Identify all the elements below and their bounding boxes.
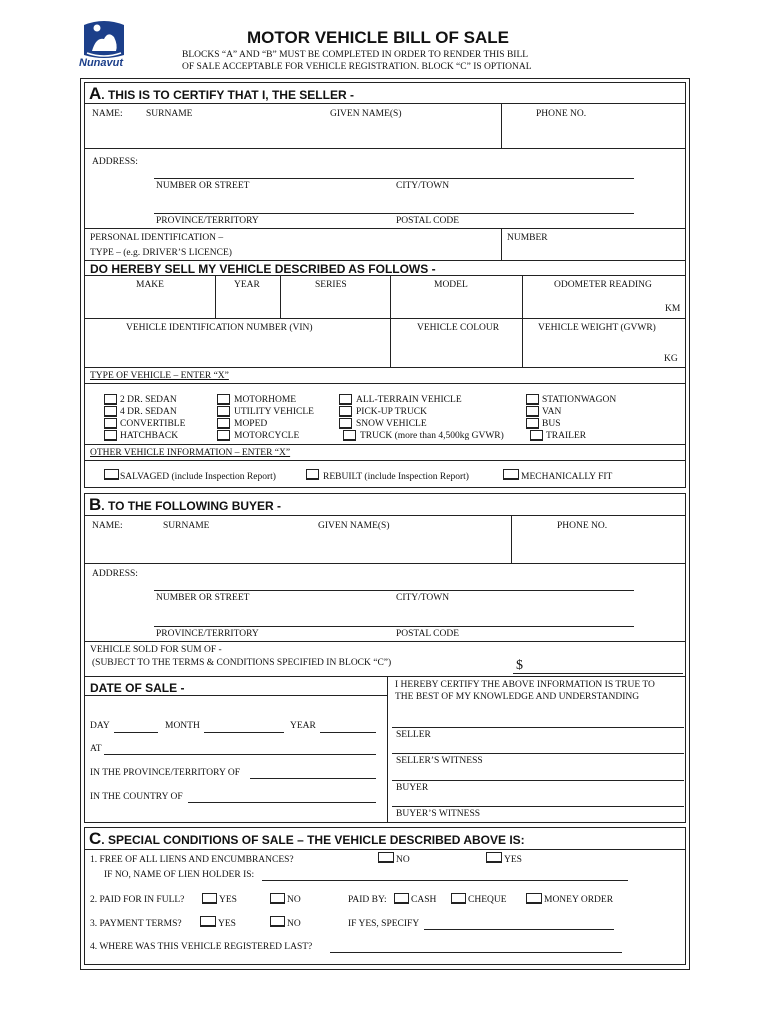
option-label: TRAILER xyxy=(546,431,587,441)
checkbox-atv[interactable] xyxy=(339,394,352,405)
certify-line-1: I HEREBY CERTIFY THE ABOVE INFORMATION IS TRUE TO xyxy=(395,680,655,690)
checkbox-q3-yes[interactable] xyxy=(200,916,216,927)
checkbox-truck[interactable] xyxy=(343,430,356,441)
month-field[interactable] xyxy=(204,732,284,733)
seller-witness-label: SELLER’S WITNESS xyxy=(396,756,483,766)
checkbox-utility-vehicle[interactable] xyxy=(217,406,230,417)
other-info-label: OTHER VEHICLE INFORMATION – ENTER “X” xyxy=(90,448,291,458)
block-b-heading: B. TO THE FOLLOWING BUYER - xyxy=(89,495,282,514)
month-label: MONTH xyxy=(165,721,200,731)
buyer-phone-label: PHONE NO. xyxy=(557,521,608,531)
registered-last-field[interactable] xyxy=(330,952,622,953)
buyer-province-label: PROVINCE/TERRITORY xyxy=(156,629,259,639)
km-label: KM xyxy=(665,304,681,314)
series-label: SERIES xyxy=(315,280,347,290)
checkbox-q3-no[interactable] xyxy=(270,916,285,927)
weight-label: VEHICLE WEIGHT (GVWR) xyxy=(538,323,656,333)
seller-postal-label: POSTAL CODE xyxy=(396,216,460,226)
buyer-surname-label: SURNAME xyxy=(163,521,210,531)
q3-label: 3. PAYMENT TERMS? xyxy=(90,919,182,929)
seller-street-label: NUMBER OR STREET xyxy=(156,181,250,191)
checkbox-q1-no[interactable] xyxy=(378,852,394,863)
subtitle-line-1: BLOCKS “A” AND “B” MUST BE COMPLETED IN ORDER TO RENDER THIS BILL xyxy=(182,50,529,60)
checkbox-stationwagon[interactable] xyxy=(526,394,539,405)
checkbox-pickup-truck[interactable] xyxy=(339,406,352,417)
buyer-name-label: NAME: xyxy=(92,521,123,531)
q2-label: 2. PAID FOR IN FULL? xyxy=(90,895,185,905)
option-label: VAN xyxy=(542,407,562,417)
make-label: MAKE xyxy=(136,280,164,290)
buyer-signature-line[interactable] xyxy=(392,780,684,781)
checkbox-money-order[interactable] xyxy=(526,893,542,904)
model-label: MODEL xyxy=(434,280,468,290)
vin-label: VEHICLE IDENTIFICATION NUMBER (VIN) xyxy=(126,323,313,333)
day-label: DAY xyxy=(90,721,110,731)
block-c-heading: C. SPECIAL CONDITIONS OF SALE – THE VEHICLE DESCRIBED ABOVE IS: xyxy=(89,829,525,848)
date-of-sale-heading: DATE OF SALE - xyxy=(90,681,185,695)
buyer-city-label: CITY/TOWN xyxy=(396,593,450,603)
checkbox-van[interactable] xyxy=(526,406,539,417)
seller-province-label: PROVINCE/TERRITORY xyxy=(156,216,259,226)
checkbox-snow-vehicle[interactable] xyxy=(339,418,352,429)
country-of-field[interactable] xyxy=(188,802,376,803)
colour-label: VEHICLE COLOUR xyxy=(417,323,500,333)
q3-no-label: NO xyxy=(287,919,301,929)
checkbox-cheque[interactable] xyxy=(451,893,466,904)
buyer-street-city-line[interactable] xyxy=(154,590,634,591)
paid-by-label: PAID BY: xyxy=(348,895,387,905)
option-label: CONVERTIBLE xyxy=(120,419,186,429)
buyer-street-label: NUMBER OR STREET xyxy=(156,593,250,603)
dollar-sign: $ xyxy=(516,658,523,673)
checkbox-moped[interactable] xyxy=(217,418,230,429)
vehicle-type-label: TYPE OF VEHICLE – ENTER “X” xyxy=(90,371,229,381)
money-order-label: MONEY ORDER xyxy=(544,895,614,905)
checkbox-bus[interactable] xyxy=(526,418,539,429)
seller-surname-label: SURNAME xyxy=(146,109,193,119)
buyer-witness-line[interactable] xyxy=(392,806,684,807)
seller-witness-line[interactable] xyxy=(392,753,684,754)
checkbox-q2-no[interactable] xyxy=(270,893,285,904)
seller-given-label: GIVEN NAME(S) xyxy=(330,109,402,119)
province-of-label: IN THE PROVINCE/TERRITORY OF xyxy=(90,768,240,778)
province-of-field[interactable] xyxy=(250,778,376,779)
option-label: BUS xyxy=(542,419,561,429)
buyer-postal-label: POSTAL CODE xyxy=(396,629,460,639)
buyer-address-label: ADDRESS: xyxy=(92,569,138,579)
sold-subject-label: (SUBJECT TO THE TERMS & CONDITIONS SPECIFIED IN BLOCK “C”) xyxy=(92,658,392,668)
checkbox-hatchback[interactable] xyxy=(104,430,117,441)
option-label: REBUILT (include Inspection Report) xyxy=(323,472,469,482)
sale-price-line[interactable] xyxy=(513,673,683,674)
at-label: AT xyxy=(90,744,102,754)
option-label: UTILITY VEHICLE xyxy=(234,407,314,417)
checkbox-2dr-sedan[interactable] xyxy=(104,394,117,405)
option-label: 2 DR. SEDAN xyxy=(120,395,177,405)
checkbox-q1-yes[interactable] xyxy=(486,852,502,863)
buyer-witness-label: BUYER’S WITNESS xyxy=(396,809,481,819)
option-label: MECHANICALLY FIT xyxy=(521,472,613,482)
at-field[interactable] xyxy=(104,754,376,755)
seller-city-label: CITY/TOWN xyxy=(396,181,450,191)
seller-phone-field[interactable] xyxy=(505,122,680,144)
seller-signature-line[interactable] xyxy=(392,727,684,728)
nunavut-logo xyxy=(78,15,130,73)
buyer-signature-label: BUYER xyxy=(396,783,429,793)
option-label: PICK-UP TRUCK xyxy=(356,407,427,417)
buyer-name-field[interactable] xyxy=(90,534,505,558)
q2-no-label: NO xyxy=(287,895,301,905)
q1-no-label: NO xyxy=(396,855,410,865)
buyer-given-label: GIVEN NAME(S) xyxy=(318,521,390,531)
checkbox-motorhome[interactable] xyxy=(217,394,230,405)
seller-pid-number-label: NUMBER xyxy=(507,233,548,243)
option-label: STATIONWAGON xyxy=(542,395,617,405)
specify-label: IF YES, SPECIFY xyxy=(348,919,420,929)
lien-holder-label: IF NO, NAME OF LIEN HOLDER IS: xyxy=(104,870,255,880)
seller-name-field[interactable] xyxy=(90,122,495,144)
country-of-label: IN THE COUNTRY OF xyxy=(90,792,183,802)
sell-vehicle-heading: DO HEREBY SELL MY VEHICLE DESCRIBED AS FOLLOWS - xyxy=(90,262,436,276)
q3-yes-label: YES xyxy=(218,919,236,929)
seller-province-postal-line[interactable] xyxy=(154,213,634,214)
q1-label: 1. FREE OF ALL LIENS AND ENCUMBRANCES? xyxy=(90,855,294,865)
odometer-label: ODOMETER READING xyxy=(554,280,652,290)
option-label: MOTORHOME xyxy=(234,395,297,405)
cheque-label: CHEQUE xyxy=(468,895,507,905)
sold-for-label: VEHICLE SOLD FOR SUM OF - xyxy=(90,645,222,655)
page-title: MOTOR VEHICLE BILL OF SALE xyxy=(247,28,509,47)
option-label: MOPED xyxy=(234,419,268,429)
year-label: YEAR xyxy=(234,280,260,290)
checkbox-mechanically-fit[interactable] xyxy=(503,469,519,480)
year-field[interactable] xyxy=(320,732,376,733)
cash-label: CASH xyxy=(411,895,437,905)
buyer-phone-field[interactable] xyxy=(515,534,680,558)
seller-street-city-line[interactable] xyxy=(154,178,634,179)
q4-label: 4. WHERE WAS THIS VEHICLE REGISTERED LAST? xyxy=(90,942,313,952)
lien-holder-field[interactable] xyxy=(262,880,628,881)
year-label-date: YEAR xyxy=(290,721,316,731)
checkbox-q2-yes[interactable] xyxy=(202,893,217,904)
option-label: ALL-TERRAIN VEHICLE xyxy=(356,395,462,405)
specify-field[interactable] xyxy=(424,929,614,930)
option-label: SNOW VEHICLE xyxy=(356,419,427,429)
seller-pid-label: PERSONAL IDENTIFICATION – xyxy=(90,233,224,243)
buyer-province-postal-line[interactable] xyxy=(154,626,634,627)
option-label: MOTORCYCLE xyxy=(234,431,300,441)
seller-signature-label: SELLER xyxy=(396,730,431,740)
kg-label: KG xyxy=(664,354,678,364)
checkbox-motorcycle[interactable] xyxy=(217,430,230,441)
q1-yes-label: YES xyxy=(504,855,522,865)
checkbox-convertible[interactable] xyxy=(104,418,117,429)
seller-address-label: ADDRESS: xyxy=(92,157,138,167)
checkbox-cash[interactable] xyxy=(394,893,409,904)
option-label: SALVAGED (include Inspection Report) xyxy=(120,472,276,482)
checkbox-rebuilt[interactable] xyxy=(306,469,319,480)
option-label: TRUCK (more than 4,500kg GVWR) xyxy=(360,431,504,441)
seller-pid-type-label: TYPE – (e.g. DRIVER’S LICENCE) xyxy=(90,248,232,258)
checkbox-4dr-sedan[interactable] xyxy=(104,406,117,417)
block-a-heading: A. THIS IS TO CERTIFY THAT I, THE SELLER - xyxy=(89,84,354,103)
option-label: 4 DR. SEDAN xyxy=(120,407,177,417)
checkbox-salvaged[interactable] xyxy=(104,469,119,480)
certify-line-2: THE BEST OF MY KNOWLEDGE AND UNDERSTANDING xyxy=(395,692,640,702)
checkbox-trailer[interactable] xyxy=(530,430,543,441)
q2-yes-label: YES xyxy=(219,895,237,905)
day-field[interactable] xyxy=(114,732,158,733)
seller-name-label: NAME: xyxy=(92,109,123,119)
subtitle-line-2: OF SALE ACCEPTABLE FOR VEHICLE REGISTRATION. BLOCK “C” IS OPTIONAL xyxy=(182,62,532,72)
option-label: HATCHBACK xyxy=(120,431,179,441)
seller-phone-label: PHONE NO. xyxy=(536,109,587,119)
logo-text: Nunavut xyxy=(79,57,123,69)
